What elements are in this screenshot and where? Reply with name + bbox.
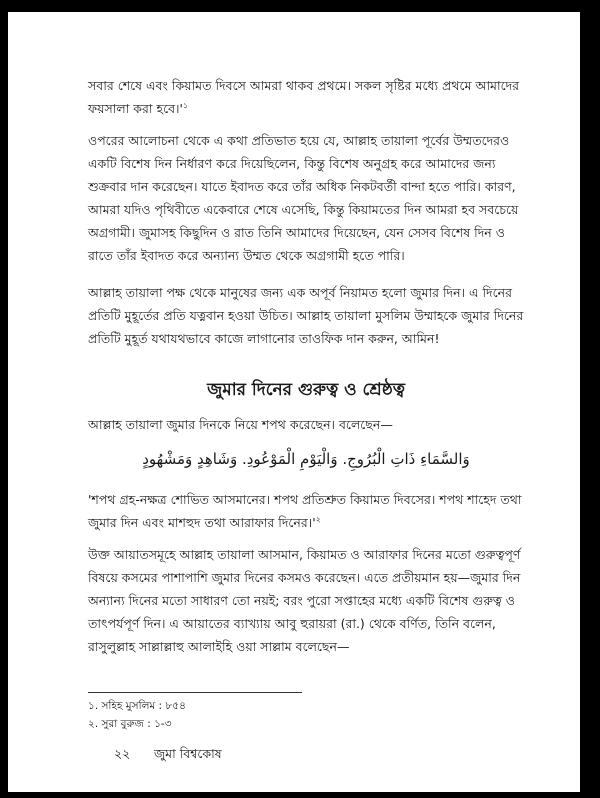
page-number: ২২: [114, 746, 131, 761]
book-page: [8, 12, 580, 792]
paragraph: 'শপথ গ্রহ-নক্ষত্র শোভিত আসমানের। শপথ প্রতিশ্রুত কিয়ামত দিবসের। শপথ শাহেদ তথা জুমার দিন এবং মাশহুদ তথা আরাফার $দিনের।'^২$: [88, 492, 522, 530]
paragraph: উক্ত আয়াতসমূহে আল্লাহ তায়ালা আসমান, কিয়ামত ও আরাফার দিনের মতো গুরুত্বপূর্ণ বিষয়ে কসমের পাশাপাশি জুমার দিনের কসমও করেছেন। এতে প্রতীয়মান হয়—জুমার দিন অন্যান্য দিনের মতো সাধারণ তো নয়ই; বরং পুরো সপ্তাহের মধ্যে একটি বিশেষ গুরুত্ব ও তাৎপর্যপূর্ণ দিন। এ আয়াতের ব্যাখ্যায় আবু হুরায়রা (রা.) থেকে বর্ণিত, তিনি বলেন, রাসুলুল্লাহ সাল্লাল্লাহু আলাইহি ওয়া সাল্লাম বলেছেন—: [88, 547, 521, 654]
footnote: ১. সহিহ মুসলিম : ৮৫৪: [88, 700, 186, 712]
arabic-verse: وَالسَّمَاءِ ذَاتِ الْبُرُوجِ. وَالْيَوْمِ الْمَوْعُودِ. وَشَاهِدٍ وَمَشْهُودٍ: [142, 450, 470, 468]
paragraph: আল্লাহ তায়ালা পক্ষ থেকে মানুষের জন্য এক অপূর্ব নিয়ামত হলো জুমার দিন। এ দিনের প্রতিটি মুহূর্তের প্রতি যত্নবান হওয়া উচিত। আল্লাহ তায়ালা মুসলিম উম্মাহকে জুমার দিনের প্রতিটি মুহূর্ত যথাযথভাবে কাজে লাগানোর তাওফিক দান করুন, আমিন!: [88, 285, 524, 346]
footnote: ২. সুরা বুরুজ : ১-৩: [88, 718, 172, 730]
section-heading: জুমার দিনের গুরুত্ব ও শ্রেষ্ঠত্ব: [207, 380, 405, 400]
running-title: জুমা বিশ্বকোষ: [154, 746, 222, 761]
footnote-mark: ২: [315, 514, 321, 524]
footnote-mark: ১: [182, 100, 189, 110]
paragraph: ওপরের আলোচনা থেকে এ কথা প্রতিভাত হয়ে যে, আল্লাহ তায়ালা পূর্বের উম্মতদেরও একটি বিশেষ দিন নির্ধারণ করে দিয়েছিলেন, কিন্তু বিশেষ অনুগ্রহ করে আমাদের জন্য শুক্রবার দান করেছেন। যাতে ইবাদত করে তাঁর অধিক নিকটবর্তী বান্দা হতে পারি। কারণ, আমরা যদিও পৃথিবীতে একেবারে শেষে এসেছি, কিন্তু কিয়ামতের দিন আমরা হব সবচেয়ে অগ্রগামী। জুমাসহ কিছুদিন ও রাত তিনি আমাদের দিয়েছেন, যেন সেসব বিশেষ দিন ও রাতে তাঁর ইবাদত করে অন্যান্য উম্মত থেকে অগ্রগামী হতে পারি।: [88, 133, 519, 263]
paragraph: আল্লাহ তায়ালা জুমার দিনকে নিয়ে শপথ করেছেন। বলেছেন—: [88, 417, 393, 432]
footnote-divider: [88, 692, 302, 693]
paragraph: সবার শেষে এবং কিয়ামত দিবসে আমরা থাকব প্রথমে। সকল সৃষ্টির মধ্যে প্রথমে আমাদের ফয়সালা করা $হবে।'^১$: [88, 78, 520, 116]
